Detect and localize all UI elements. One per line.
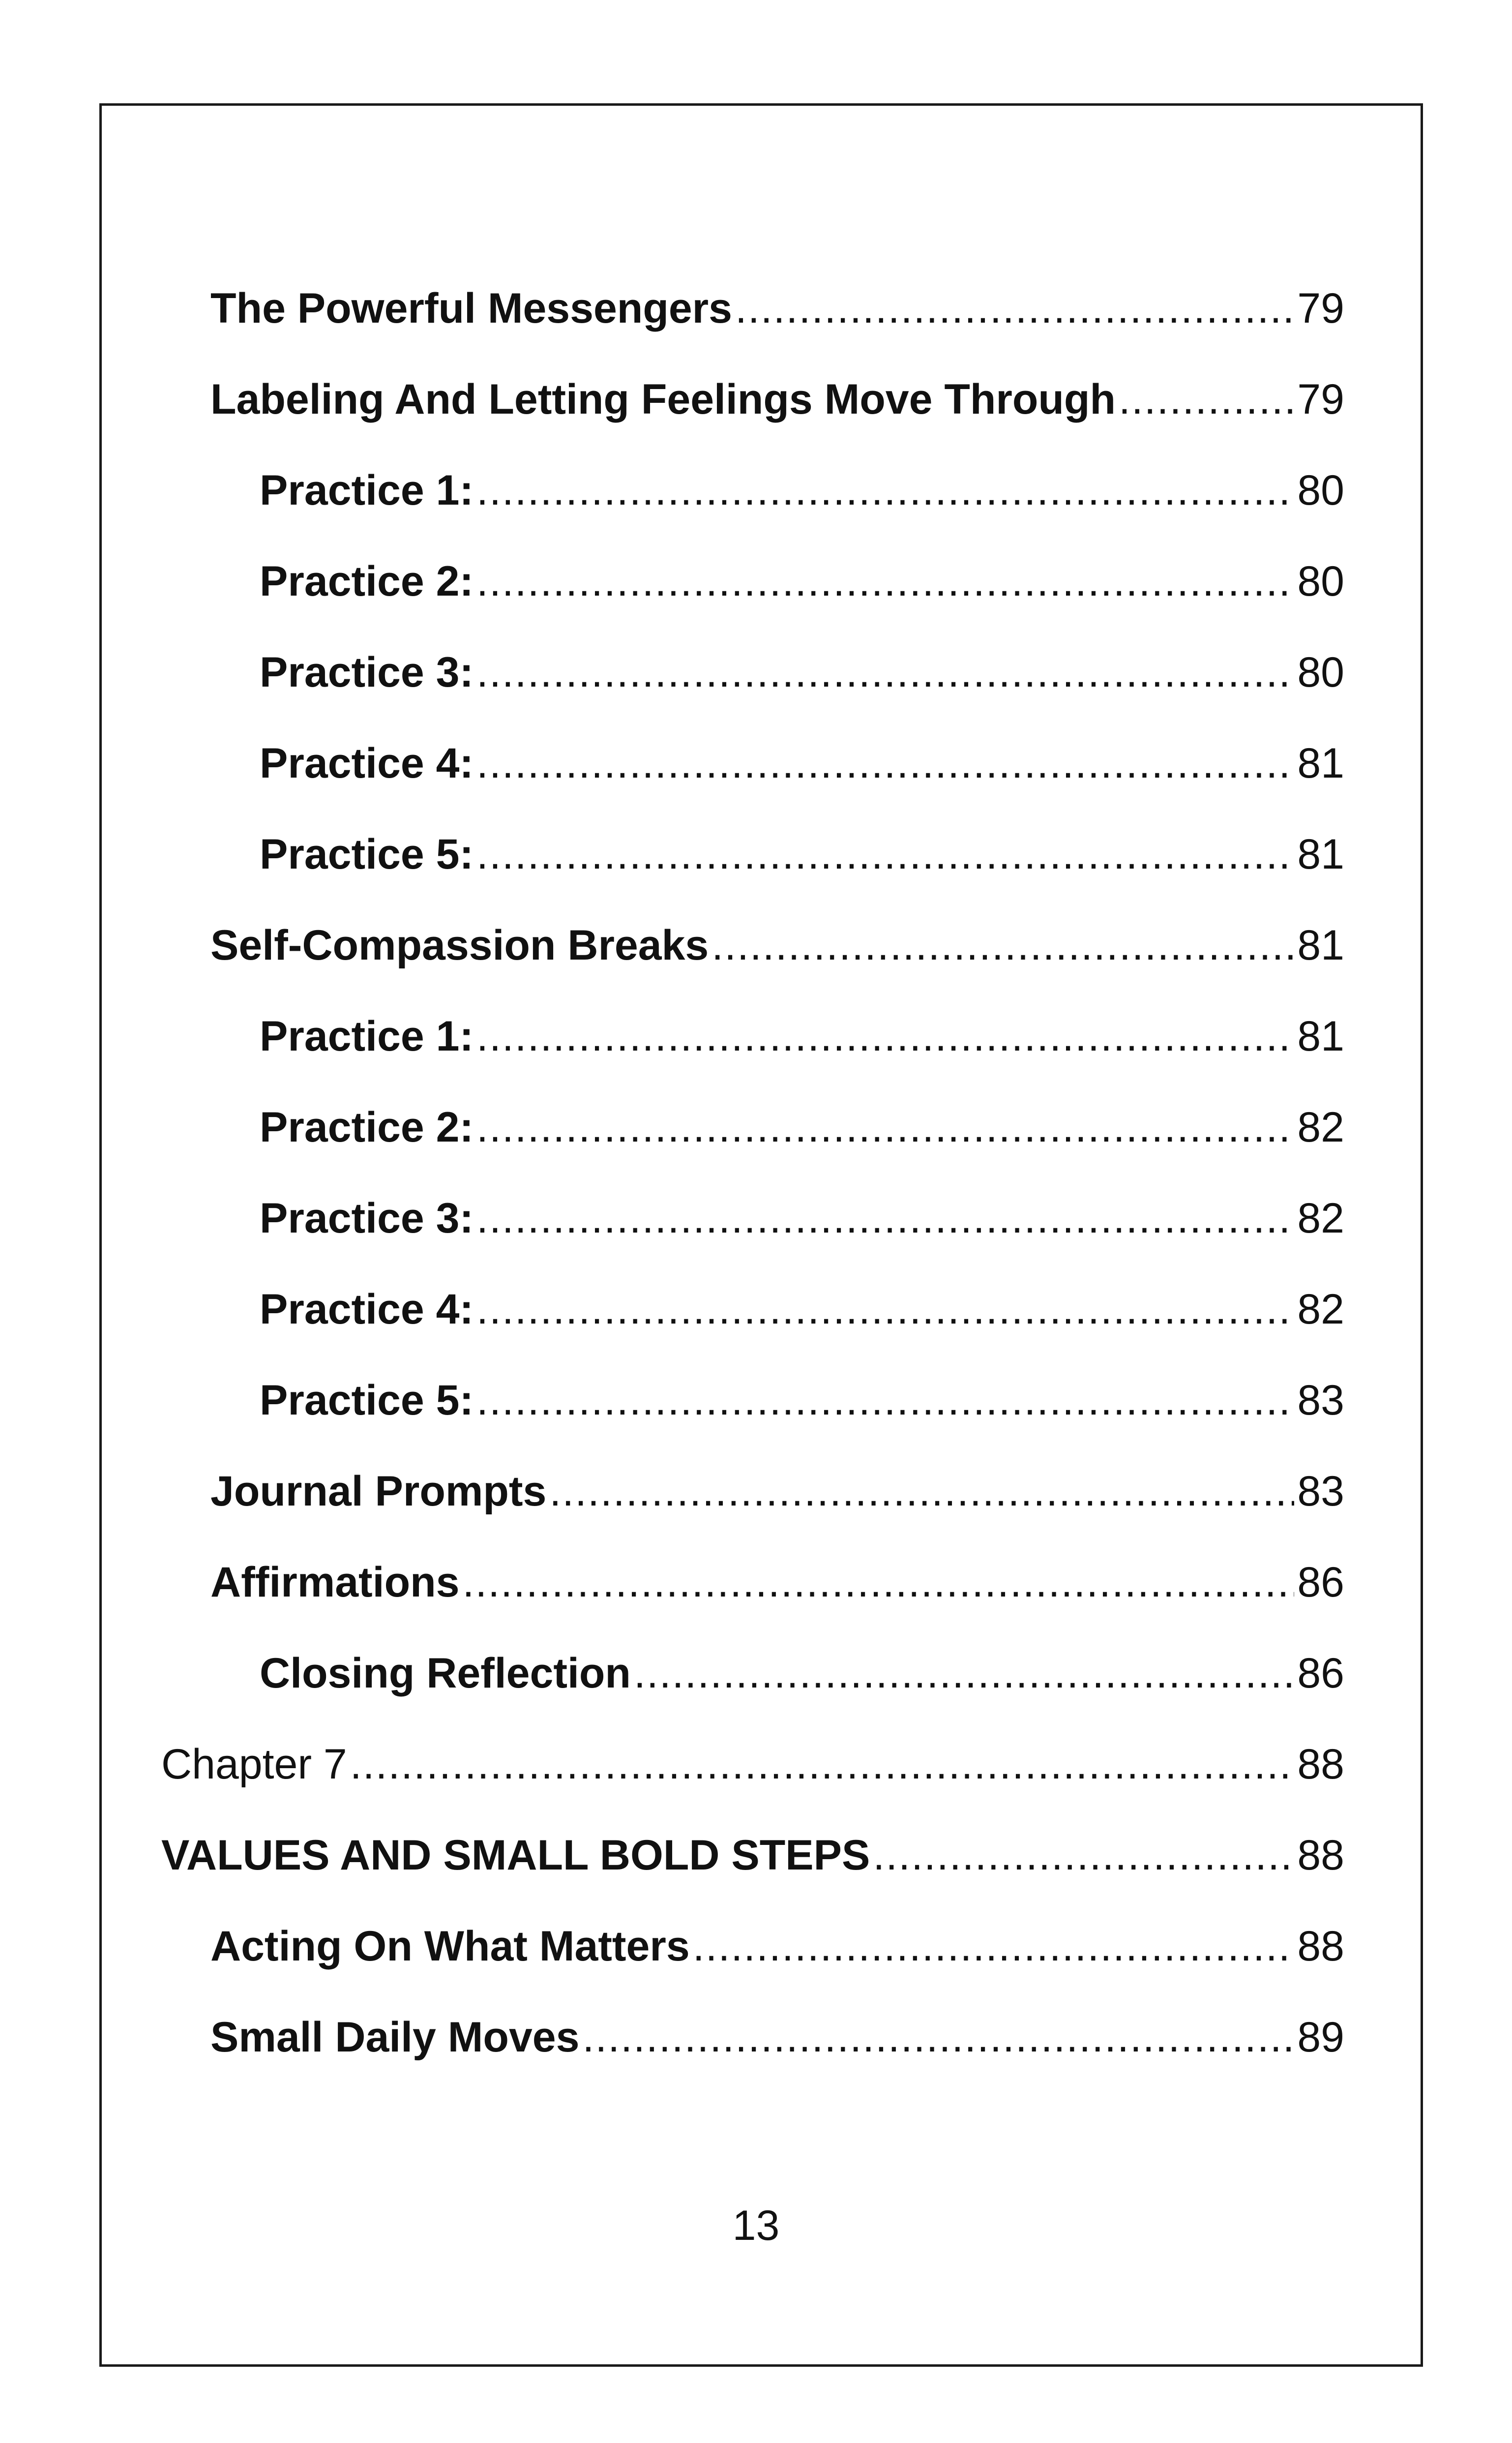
toc-entry-page: 88 — [1297, 1741, 1344, 1788]
toc-entry[interactable] — [161, 1264, 1344, 1355]
toc-entry-title: VALUES AND SMALL BOLD STEPS — [161, 1832, 870, 1879]
toc-entry-title: Practice 2: — [260, 558, 474, 605]
toc-dot-leader — [549, 1446, 1294, 1537]
toc-entry-title: Self-Compassion Breaks — [210, 922, 709, 969]
toc-dot-leader — [350, 1719, 1295, 1810]
toc-dot-leader — [735, 263, 1294, 354]
toc-entry-page: 82 — [1297, 1104, 1344, 1151]
toc-dot-leader — [873, 1810, 1294, 1901]
toc-entry[interactable] — [161, 809, 1344, 900]
toc-entry-title: Practice 5: — [260, 1377, 474, 1424]
toc-entry[interactable] — [161, 1901, 1344, 1992]
toc-entry-title: Journal Prompts — [210, 1468, 547, 1515]
toc-entry-title: Closing Reflection — [260, 1650, 631, 1697]
toc-entry-page: 80 — [1297, 649, 1344, 696]
toc-entry[interactable] — [161, 536, 1344, 627]
toc-entry[interactable] — [161, 991, 1344, 1082]
toc-entry-title: Affirmations — [210, 1559, 460, 1606]
toc-dot-leader — [476, 536, 1294, 627]
toc-entry[interactable] — [161, 1446, 1344, 1537]
toc-entry[interactable] — [161, 1537, 1344, 1628]
toc-entry[interactable] — [161, 263, 1344, 354]
toc-entry[interactable] — [161, 627, 1344, 718]
toc-dot-leader — [476, 718, 1294, 809]
toc-entry[interactable] — [161, 1628, 1344, 1719]
toc-entry-title: Small Daily Moves — [210, 2014, 580, 2061]
toc-entry[interactable] — [161, 1173, 1344, 1264]
toc-entry-title: Practice 1: — [260, 467, 474, 514]
toc-entry-page: 83 — [1297, 1377, 1344, 1424]
toc-entry-title: Practice 4: — [260, 740, 474, 787]
toc-entry-title: Practice 3: — [260, 649, 474, 696]
toc-entry-page: 80 — [1297, 467, 1344, 514]
toc-entry-page: 82 — [1297, 1195, 1344, 1242]
toc-entry-title: Practice 3: — [260, 1195, 474, 1242]
toc-entry-page: 81 — [1297, 922, 1344, 969]
toc-entry-title: Labeling And Letting Feelings Move Through — [210, 376, 1116, 423]
toc-entry[interactable] — [161, 1082, 1344, 1173]
toc-entry-page: 79 — [1297, 376, 1344, 423]
toc-entry-title: Practice 5: — [260, 831, 474, 878]
toc-dot-leader — [476, 991, 1294, 1082]
toc-entry[interactable] — [161, 354, 1344, 445]
toc-entry-page: 80 — [1297, 558, 1344, 605]
toc-entry[interactable] — [161, 1992, 1344, 2083]
toc-entry-page: 81 — [1297, 1013, 1344, 1060]
toc-dot-leader — [476, 1355, 1294, 1446]
toc-entry-title: Acting On What Matters — [210, 1923, 690, 1970]
toc-dot-leader — [476, 627, 1294, 718]
toc-dot-leader — [476, 445, 1294, 536]
toc-dot-leader — [582, 1992, 1294, 2083]
toc-entry-title: The Powerful Messengers — [210, 285, 732, 332]
toc-dot-leader — [476, 1264, 1294, 1355]
toc-dot-leader — [476, 809, 1294, 900]
toc-dot-leader — [712, 900, 1294, 991]
toc-entry-page: 81 — [1297, 831, 1344, 878]
toc-entry[interactable] — [161, 1355, 1344, 1446]
toc-dot-leader — [462, 1537, 1294, 1628]
toc-entry-page: 86 — [1297, 1650, 1344, 1697]
toc-entry[interactable] — [161, 445, 1344, 536]
toc-entry-page: 83 — [1297, 1468, 1344, 1515]
toc-dot-leader — [1119, 354, 1294, 445]
toc-entry[interactable] — [161, 1719, 1344, 1810]
toc-entry-page: 82 — [1297, 1286, 1344, 1333]
toc-dot-leader — [693, 1901, 1295, 1992]
toc-entry-page: 86 — [1297, 1559, 1344, 1606]
toc-dot-leader — [476, 1082, 1294, 1173]
toc-entry-title: Practice 2: — [260, 1104, 474, 1151]
page-number: 13 — [732, 2202, 780, 2249]
toc-entry-page: 88 — [1297, 1832, 1344, 1879]
toc-dot-leader — [634, 1628, 1294, 1719]
toc-entry-page: 79 — [1297, 285, 1344, 332]
toc-entry-title: Chapter 7 — [161, 1741, 347, 1788]
table-of-contents — [161, 263, 1344, 2083]
toc-entry-title: Practice 4: — [260, 1286, 474, 1333]
toc-entry-page: 81 — [1297, 740, 1344, 787]
toc-entry-title: Practice 1: — [260, 1013, 474, 1060]
toc-entry[interactable] — [161, 718, 1344, 809]
toc-entry[interactable] — [161, 900, 1344, 991]
toc-entry[interactable] — [161, 1810, 1344, 1901]
toc-entry-page: 89 — [1297, 2014, 1344, 2061]
toc-dot-leader — [476, 1173, 1294, 1264]
toc-entry-page: 88 — [1297, 1923, 1344, 1970]
